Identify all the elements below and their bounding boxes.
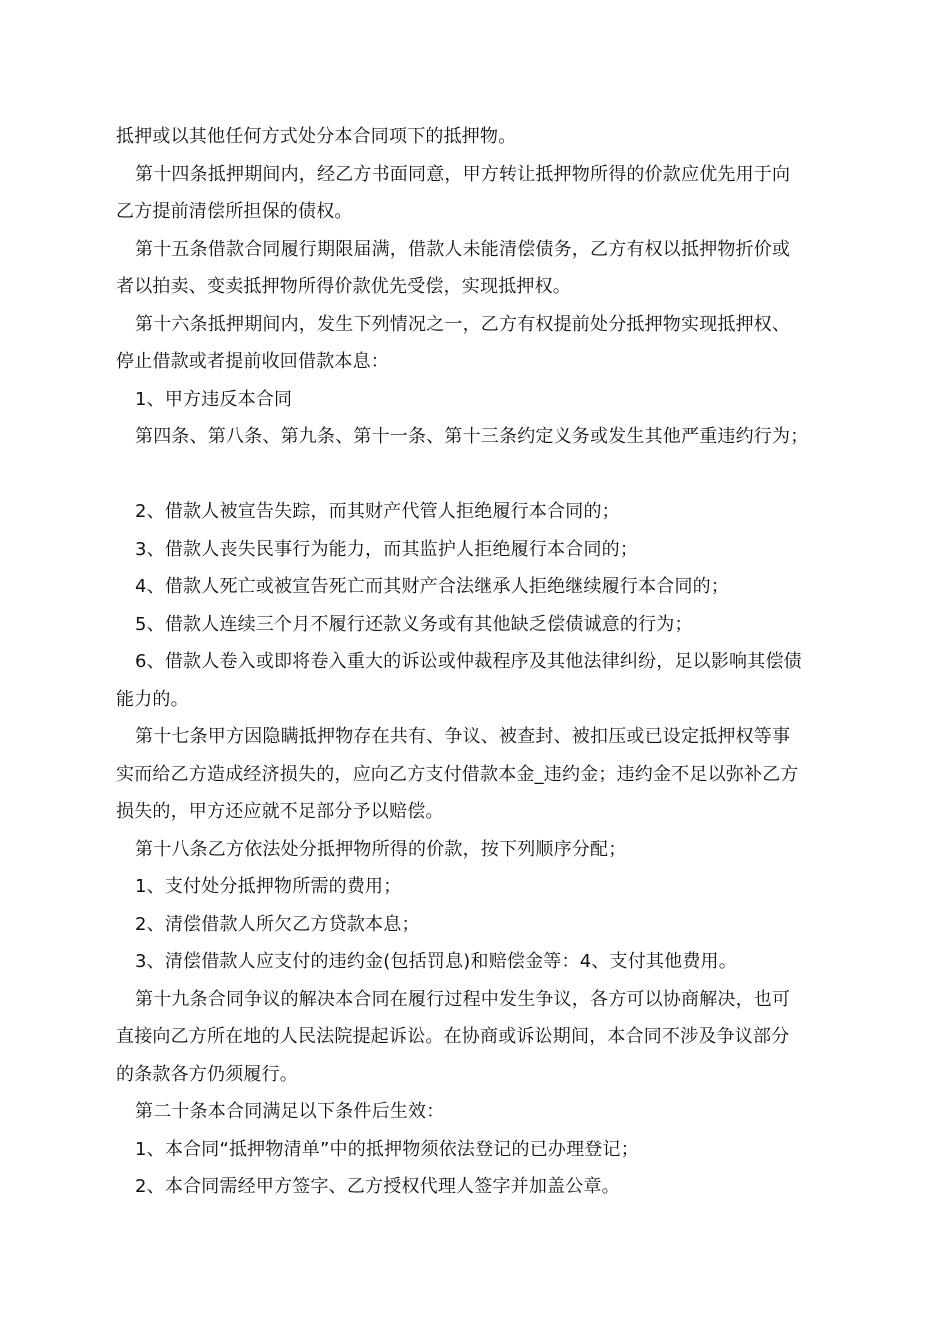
article-16-line-1: 第十六条抵押期间内，发生下列情况之一，乙方有权提前处分抵押物实现抵押权、 (135, 313, 791, 335)
effective-condition-2: 2、本合同需经甲方签字、乙方授权代理人签字并加盖公章。 (135, 1176, 620, 1197)
list-item-6-line-2: 能力的。 (116, 688, 189, 710)
list-item-6-line-1: 6、借款人卷入或即将卷入重大的诉讼或仲裁程序及其他法律纠纷，足以影响其偿债 (135, 651, 802, 672)
article-17-line-2: 实而给乙方造成经济损失的，应向乙方支付借款本金_违约金；违约金不足以弥补乙方 (116, 763, 799, 785)
list-item-4: 4、借款人死亡或被宣告死亡而其财产合法继承人拒绝继续履行本合同的； (135, 576, 730, 597)
article-14-line-2: 乙方提前清偿所担保的债权。 (116, 201, 353, 222)
article-18-line: 第十八条乙方依法处分抵押物所得的价款，按下列顺序分配； (135, 838, 627, 860)
article-19-line-1: 第十九条合同争议的解决本合同在履行过程中发生争议，各方可以协商解决，也可 (135, 988, 791, 1010)
distribution-item-1: 1、支付处分抵押物所需的费用； (135, 876, 402, 897)
blank-line (116, 456, 846, 494)
article-19-line-3: 的条款各方仍须履行。 (116, 1063, 298, 1085)
article-15-line-1: 第十五条借款合同履行期限届满，借款人未能清偿债务，乙方有权以抵押物折价或 (135, 238, 791, 260)
distribution-item-2: 2、清偿借款人所欠乙方贷款本息； (135, 913, 420, 935)
paragraph-line: 抵押或以其他任何方式处分本合同项下的抵押物。 (116, 126, 517, 147)
article-17-line-3: 损失的，甲方还应就不足部分予以赔偿。 (116, 801, 444, 822)
document-body (116, 118, 846, 1206)
article-16-line-2: 停止借款或者提前收回借款本息： (116, 351, 389, 372)
article-15-line-2: 者以拍卖、变卖抵押物所得价款优先受偿，实现抵押权。 (116, 276, 571, 297)
list-item-1: 1、甲方违反本合同 (135, 388, 293, 410)
list-item-2: 2、借款人被宣告失踪，而其财产代管人拒绝履行本合同的； (135, 501, 620, 522)
article-20-line: 第二十条本合同满足以下条件后生效： (135, 1101, 445, 1122)
list-item-1-continued: 第四条、第八条、第九条、第十一条、第十三条约定义务或发生其他严重违约行为； (135, 426, 809, 447)
distribution-item-3-4: 3、清偿借款人应支付的违约金(包括罚息)和赔偿金等：4、支付其他费用。 (135, 951, 737, 972)
list-item-5: 5、借款人连续三个月不履行还款义务或有其他缺乏偿债诚意的行为； (135, 613, 693, 635)
list-item-3: 3、借款人丧失民事行为能力，而其监护人拒绝履行本合同的； (135, 538, 639, 560)
article-17-line-1: 第十七条甲方因隐瞒抵押物存在共有、争议、被查封、被扣压或已设定抵押权等事 (135, 726, 791, 747)
effective-condition-1: 1、本合同“抵押物清单”中的抵押物须依法登记的已办理登记； (135, 1138, 639, 1160)
article-14-line-1: 第十四条抵押期间内，经乙方书面同意，甲方转让抵押物所得的价款应优先用于向 (135, 163, 791, 185)
article-19-line-2: 直接向乙方所在地的人民法院提起诉讼。在协商或诉讼期间，本合同不涉及争议部分 (116, 1026, 790, 1047)
